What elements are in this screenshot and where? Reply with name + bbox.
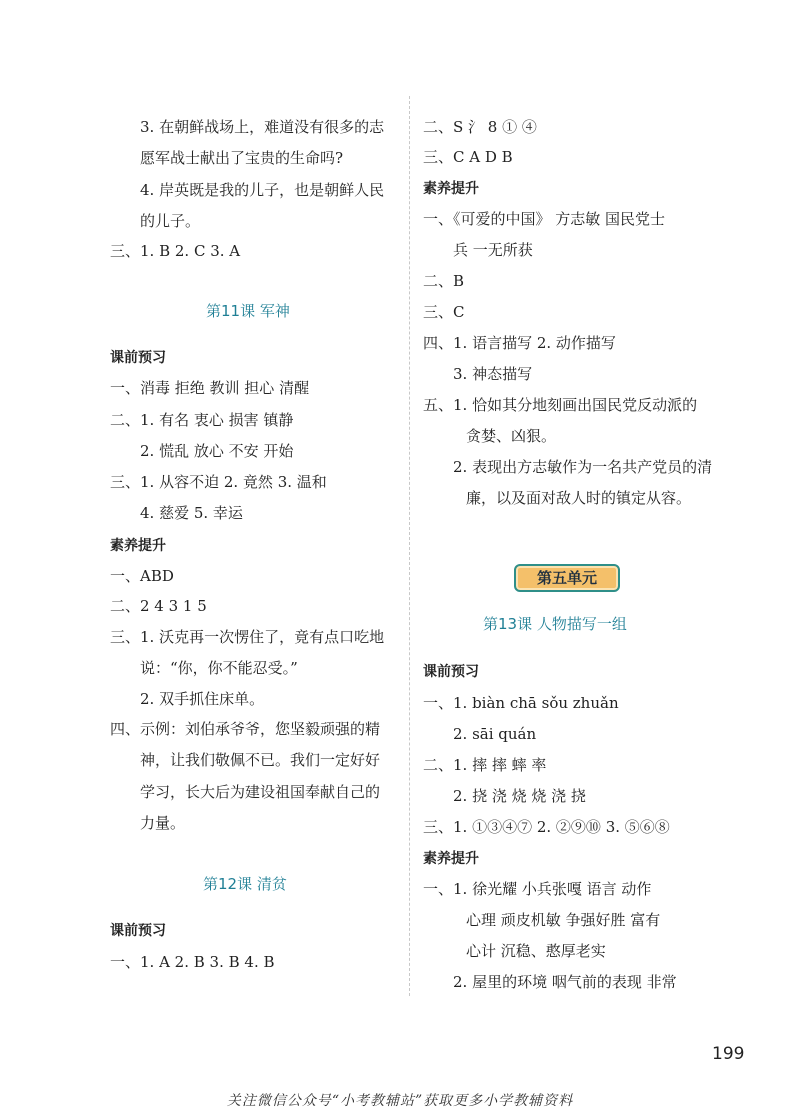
answer-line: 三、C [423, 303, 465, 321]
footer-note: 关注微信公众号“小考教辅站”获取更多小学教辅资料 [226, 1093, 574, 1109]
answer-line: 4. 慈爱 5. 幸运 [140, 504, 243, 522]
answer-line: 二、S 氵 8 ① ④ [423, 118, 537, 136]
lesson-13-title: 第13课 人物描写一组 [483, 615, 627, 633]
answer-line: 四、1. 语言描写 2. 动作描写 [423, 334, 616, 352]
answer-line: 一、1. biàn chā sǒu zhuǎn [423, 694, 619, 712]
answer-line: 二、2 4 3 1 5 [110, 597, 207, 615]
section-heading-improve: 素养提升 [423, 181, 479, 197]
answer-line: 一、1. A 2. B 3. B 4. B [110, 953, 275, 971]
section-heading-preview: 课前预习 [423, 664, 479, 680]
answer-line: 五、1. 恰如其分地刻画出国民党反动派的 [423, 396, 698, 414]
answer-line: 2. 慌乱 放心 不安 开始 [140, 442, 294, 460]
answer-line: 二、1. 有名 衷心 损害 镇静 [110, 411, 294, 429]
answer-line: 心理 顽皮机敏 争强好胜 富有 [466, 911, 661, 929]
answer-line: 二、B [423, 272, 465, 290]
answer-line: 说：“你，你不能忍受。” [140, 659, 298, 677]
page-number: 199 [712, 1044, 745, 1064]
unit-badge: 第五单元 [514, 564, 620, 592]
answer-line: 神，让我们敬佩不已。我们一定好好 [140, 751, 381, 769]
column-divider [409, 96, 410, 996]
answer-line: 三、1. ①③④⑦ 2. ②⑨⑩ 3. ⑤⑥⑧ [423, 818, 670, 836]
section-heading-improve: 素养提升 [110, 538, 166, 554]
lesson-11-title: 第11课 军神 [206, 302, 290, 320]
answer-line: 三、1. 沃克再一次愣住了，竟有点口吃地 [110, 628, 385, 646]
answer-line: 2. sāi quán [453, 725, 537, 743]
answer-line: 心计 沉稳、憨厚老实 [466, 942, 606, 960]
answer-line: 一、1. 徐光耀 小兵张嘎 语言 动作 [423, 880, 652, 898]
answer-line: 三、1. B 2. C 3. A [110, 242, 241, 260]
answer-line: 3. 神态描写 [453, 365, 533, 383]
answer-line: 3. 在朝鲜战场上，难道没有很多的志 [140, 118, 385, 136]
answer-line: 4. 岸英既是我的儿子，也是朝鲜人民 [140, 181, 385, 199]
answer-line: 的儿子。 [140, 212, 201, 230]
answer-line: 廉，以及面对敌人时的镇定从容。 [466, 489, 692, 507]
answer-line: 2. 屋里的环境 咽气前的表现 非常 [453, 973, 677, 991]
answer-line: 2. 双手抓住床单。 [140, 690, 265, 708]
answer-line: 兵 一无所获 [453, 241, 533, 259]
section-heading-preview: 课前预习 [110, 923, 166, 939]
answer-line: 愿军战士献出了宝贵的生命吗? [140, 149, 344, 167]
answer-line: 三、1. 从容不迫 2. 竟然 3. 温和 [110, 473, 327, 491]
answer-line: 二、1. 摔 摔 蟀 率 [423, 756, 547, 774]
answer-line: 一、《可爱的中国》 方志敏 国民党士 [423, 210, 666, 228]
section-heading-improve: 素养提升 [423, 851, 479, 867]
answer-line: 一、消毒 拒绝 教训 担心 清醒 [110, 379, 310, 397]
answer-line: 三、C A D B [423, 148, 513, 166]
section-heading-preview: 课前预习 [110, 350, 166, 366]
answer-line: 四、示例：刘伯承爷爷，您坚毅顽强的精 [110, 720, 381, 738]
answer-line: 2. 表现出方志敏作为一名共产党员的清 [453, 458, 713, 476]
answer-line: 一、ABD [110, 567, 174, 585]
answer-line: 学习，长大后为建设祖国奉献自己的 [140, 783, 381, 801]
lesson-12-title: 第12课 清贫 [203, 875, 287, 893]
answer-line: 力量。 [140, 814, 186, 832]
answer-line: 贪婪、凶狠。 [466, 427, 557, 445]
answer-line: 2. 挠 浇 烧 烧 浇 挠 [453, 787, 586, 805]
